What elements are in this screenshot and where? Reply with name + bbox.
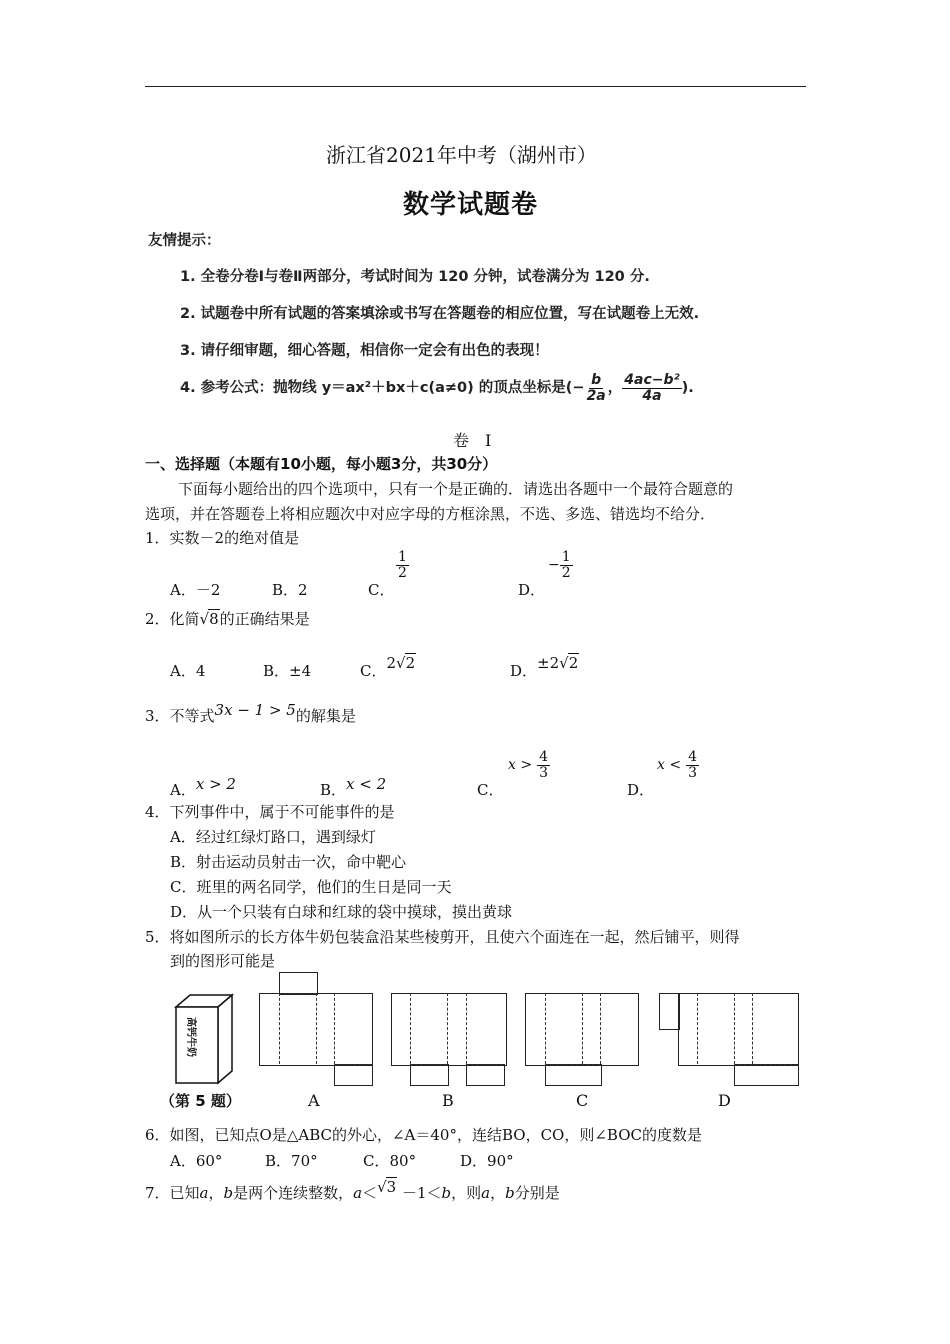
q5-caption: （第 5 题） xyxy=(160,1092,241,1110)
section-intro-2: 选项，并在答题卷上将相应题次中对应字母的方框涂黑，不选、多选、错选均不给分． xyxy=(145,505,716,523)
q1-stem: 1．实数－2的绝对值是 xyxy=(145,529,300,547)
q2-stem: 2．化简√8的正确结果是 xyxy=(145,610,310,628)
exam-subtitle: 数学试题卷 xyxy=(403,190,539,220)
q6-option-c: C．80° xyxy=(363,1152,417,1170)
q1-option-d-fraction: − $\frac{1}{2}$ xyxy=(548,549,571,581)
q5-stem-1: 5．将如图所示的长方体牛奶包装盒沿某些棱剪开，且使六个面连在一起，然后铺平，则得 xyxy=(145,928,740,946)
net-b-label: B xyxy=(442,1091,454,1110)
exam-title: 浙江省2021年中考（湖州市） xyxy=(326,143,597,167)
q6-stem: 6．如图，已知点O是△ABC的外心，∠A＝40°，连结BO，CO，则∠BOC的度数是 xyxy=(145,1126,702,1144)
q5-stem-2: 到的图形可能是 xyxy=(170,952,276,970)
q2-option-d: D．±2√2 xyxy=(510,654,579,680)
q1-option-c-label: C． xyxy=(368,581,395,599)
q2-option-b: B．±4 xyxy=(263,662,312,680)
q2-option-c: C．2√2 xyxy=(360,654,416,680)
tip-1: 1. 全卷分卷Ⅰ与卷Ⅱ两部分，考试时间为 120 分钟，试卷满分为 120 分. xyxy=(180,269,650,285)
q1-option-d-label: D． xyxy=(518,581,546,599)
net-c-label: C xyxy=(576,1091,589,1110)
q4-option-b: B．射击运动员射击一次，命中靶心 xyxy=(170,853,407,871)
net-d-label: D xyxy=(718,1091,731,1110)
milk-box-label: 高钙牛奶 xyxy=(185,1017,196,1057)
q7-stem: 7．已知a，b是两个连续整数，a＜√3 －1＜b，则a，b分别是 xyxy=(145,1178,560,1202)
tips-heading: 友情提示： xyxy=(148,233,221,249)
q4-option-d: D．从一个只装有白球和红球的袋中摸球，摸出黄球 xyxy=(170,903,513,921)
q4-stem: 4．下列事件中，属于不可能事件的是 xyxy=(145,803,395,821)
tip-3: 3. 请仔细审题，细心答题，相信你一定会有出色的表现！ xyxy=(180,343,549,359)
q6-option-b: B．70° xyxy=(265,1152,318,1170)
q2-option-a: A．4 xyxy=(170,662,206,680)
q6-option-d: D．90° xyxy=(460,1152,514,1170)
q1-option-c-fraction: $\frac{1}{2}$ xyxy=(398,549,407,581)
header-rule xyxy=(145,86,806,87)
q1-option-b: B．2 xyxy=(272,581,308,599)
volume-heading: 卷 Ⅰ xyxy=(453,431,492,450)
q3-option-d-expr: x < $\frac{4}{3}$ xyxy=(657,749,698,781)
q4-option-c: C．班里的两名同学，他们的生日是同一天 xyxy=(170,878,452,896)
q3-option-a: A．x > 2 xyxy=(170,775,236,799)
q6-option-a: A．60° xyxy=(170,1152,223,1170)
q3-option-d-label: D． xyxy=(627,781,655,799)
q1-option-a: A．－2 xyxy=(170,581,221,599)
net-a-label: A xyxy=(308,1091,320,1110)
tip-4: 4. 参考公式：抛物线 y＝ax²＋bx＋c(a≠0) 的顶点坐标是(− $\frac{b}{2a}$ ， $\frac{\text{4ac−b²}}{4a}$ ). xyxy=(180,372,694,404)
q3-stem: 3．不等式3x − 1 > 5的解集是 xyxy=(145,701,356,725)
q4-option-a: A．经过红绿灯路口，遇到绿灯 xyxy=(170,828,376,846)
q3-option-b: B．x < 2 xyxy=(320,775,387,799)
q3-option-c-label: C． xyxy=(477,781,504,799)
section-title: 一、选择题（本题有10小题，每小题3分，共30分） xyxy=(145,455,498,473)
q3-option-c-expr: x > $\frac{4}{3}$ xyxy=(508,749,549,781)
section-intro-1: 下面每小题给出的四个选项中，只有一个是正确的．请选出各题中一个最符合题意的 xyxy=(178,480,734,498)
milk-box-figure xyxy=(170,993,238,1085)
tip-2: 2. 试题卷中所有试题的答案填涂或书写在答题卷的相应位置，写在试题卷上无效. xyxy=(180,306,700,322)
